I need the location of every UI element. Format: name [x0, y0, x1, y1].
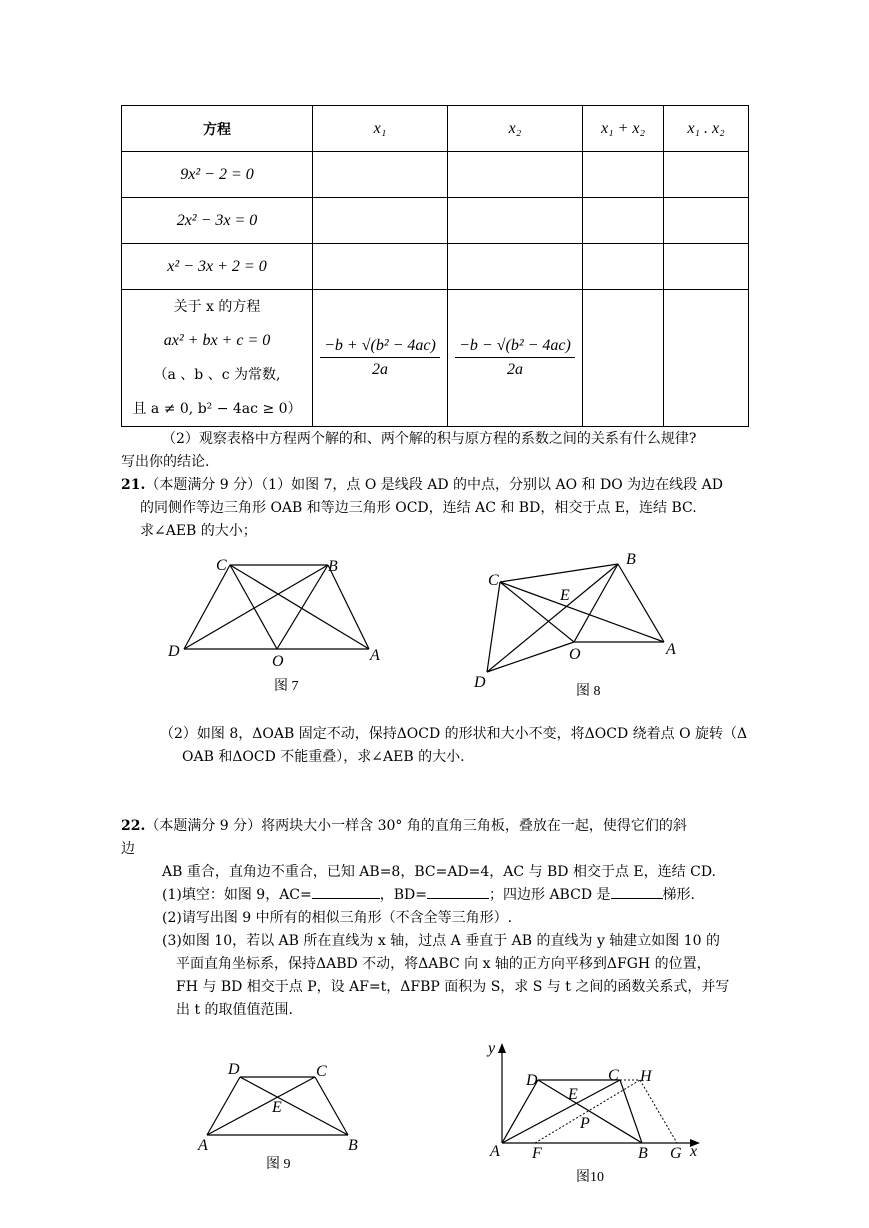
- general-line-2: ax² + bx + c = 0: [163, 332, 271, 349]
- q20-part2-line2: 写出你的结论.: [121, 454, 210, 470]
- fig10-label-x: x: [690, 1143, 698, 1160]
- fig10-label-c: C: [608, 1067, 619, 1084]
- cell: [583, 290, 664, 427]
- fig9-label-a: A: [198, 1137, 208, 1154]
- cell: [664, 198, 749, 244]
- q22-part1-b: ，BD=: [379, 887, 427, 903]
- fig10-label-b: B: [638, 1145, 648, 1162]
- fig10-label-d: D: [526, 1072, 538, 1089]
- header-sum: x₁ + x₂: [583, 106, 664, 152]
- q22-part2: (2)请写出图 9 中所有的相似三角形（不含全等三角形）.: [162, 910, 513, 926]
- q21-text-1: （本题满分 9 分）（1）如图 7，点 O 是线段 AD 的中点，分别以 AO 和 DO 为边在线段 AD: [145, 477, 723, 493]
- x2-numerator: −b − √(b² − 4ac): [455, 337, 575, 358]
- fig8-label-a: A: [666, 641, 676, 658]
- equation-row-3: x² − 3x + 2 = 0: [122, 244, 313, 290]
- fig10-label-p: P: [580, 1115, 590, 1132]
- fig8-label-e: E: [560, 587, 570, 604]
- fig8-label-b: B: [626, 551, 636, 568]
- q22-part3-line4: 出 t 的取值值范围.: [176, 1002, 293, 1018]
- fig10-label-y: y: [488, 1040, 496, 1057]
- fig10-label-f: F: [532, 1145, 542, 1162]
- x2-denominator: 2a: [506, 361, 523, 378]
- fig8-label-o: O: [569, 646, 581, 663]
- q22-number: 22.: [121, 818, 146, 834]
- q22-part3-line2: 平面直角坐标系，保持ΔABD 不动，将ΔABC 向 x 轴的正方向平移到ΔFGH 的位置，: [176, 956, 711, 972]
- cell: [448, 152, 583, 198]
- q21-number: 21.: [121, 477, 146, 493]
- figure-9: [190, 1058, 370, 1178]
- bd-answer-blank[interactable]: [427, 884, 489, 899]
- q21-line3: 求∠AEB 的大小；: [140, 523, 257, 539]
- general-line-1: 关于 x 的方程: [173, 299, 261, 315]
- fig10-caption: 图10: [576, 1170, 604, 1185]
- cell: [448, 244, 583, 290]
- fig7-label-d: D: [168, 643, 180, 660]
- q21-line1: [121, 474, 723, 496]
- cell: [448, 198, 583, 244]
- x2-formula-cell: [448, 290, 583, 427]
- fig10-label-h: H: [640, 1068, 652, 1085]
- general-line-3: （a 、b 、c 为常数,: [153, 367, 281, 383]
- fig9-caption: 图 9: [266, 1157, 291, 1172]
- header-x2: x₂: [448, 106, 583, 152]
- header-product: x₁ . x₂: [664, 106, 749, 152]
- fig9-label-e: E: [272, 1099, 282, 1116]
- q22-part3-line3: FH 与 BD 相交于点 P，设 AF=t，ΔFBP 面积为 S，求 S 与 t 之间的函数关系式，并写: [176, 979, 730, 995]
- x1-fraction: [320, 337, 440, 379]
- equation-row-2: 2x² − 3x = 0: [122, 198, 313, 244]
- x1-denominator: 2a: [371, 361, 388, 378]
- equation-table: [121, 105, 749, 427]
- fig7-label-c: C: [216, 557, 227, 574]
- q22-line1b: 边: [121, 841, 135, 857]
- q21-part2-line2: OAB 和ΔOCD 不能重叠），求∠AEB 的大小.: [182, 749, 465, 765]
- q22-part1-d: 梯形.: [662, 887, 695, 903]
- q21-line2: 的同侧作等边三角形 OAB 和等边三角形 OCD，连结 AC 和 BD，相交于点 E，连结 BC.: [140, 500, 697, 516]
- q22-part1-a: (1)填空：如图 9，AC=: [162, 887, 312, 903]
- q22-text-1: （本题满分 9 分）将两块大小一样含 30° 角的直角三角板，叠放在一起，使得它们的斜: [145, 818, 687, 834]
- x2-fraction: [455, 337, 575, 379]
- fig7-label-b: B: [328, 558, 338, 575]
- cell: [664, 244, 749, 290]
- cell: [313, 152, 448, 198]
- q22-line1: [121, 815, 687, 837]
- cell: [313, 198, 448, 244]
- fig8-label-c: C: [488, 572, 499, 589]
- header-x1: x₁: [313, 106, 448, 152]
- cell: [664, 152, 749, 198]
- fig9-label-d: D: [228, 1061, 240, 1078]
- fig10-label-g: G: [670, 1145, 682, 1162]
- fig10-label-a: A: [490, 1143, 500, 1160]
- fig8-caption: 图 8: [576, 684, 601, 698]
- fig7-label-o: O: [272, 653, 284, 670]
- general-equation-cell: [122, 290, 313, 427]
- trapezoid-type-blank[interactable]: [611, 884, 663, 899]
- q21-part2-line1: （2）如图 8，ΔOAB 固定不动，保持ΔOCD 的形状和大小不变，将ΔOCD 绕着点 O 旋转（Δ: [160, 726, 748, 742]
- equation-row-1: 9x² − 2 = 0: [122, 152, 313, 198]
- q20-part2-line1: （2）观察表格中方程两个解的和、两个解的积与原方程的系数之间的关系有什么规律?: [162, 431, 697, 447]
- cell: [313, 244, 448, 290]
- cell: [583, 152, 664, 198]
- cell: [664, 290, 749, 427]
- q22-part3-line1: (3)如图 10，若以 AB 所在直线为 x 轴，过点 A 垂直于 AB 的直线为 y 轴建立如图 10 的: [162, 933, 721, 949]
- cell: [583, 198, 664, 244]
- figure-10: [480, 1035, 710, 1190]
- figure-7: [160, 555, 390, 700]
- fig8-label-d: D: [474, 674, 486, 691]
- x1-formula-cell: [313, 290, 448, 427]
- fig9-label-c: C: [316, 1063, 327, 1080]
- x1-numerator: −b + √(b² − 4ac): [320, 337, 440, 358]
- q22-line2: AB 重合，直角边不重合，已知 AB=8，BC=AD=4，AC 与 BD 相交于点 E，连结 CD.: [162, 864, 716, 880]
- header-equation: 方程: [122, 106, 313, 152]
- y-axis-arrow-icon: [498, 1043, 506, 1053]
- general-line-4: 且 a ≠ 0, b² − 4ac ≥ 0）: [132, 401, 302, 417]
- ac-answer-blank[interactable]: [312, 884, 380, 899]
- fig7-label-a: A: [370, 647, 380, 664]
- q22-part1: [162, 884, 695, 906]
- q22-part1-c: ；四边形 ABCD 是: [489, 887, 611, 903]
- fig10-label-e: E: [568, 1086, 578, 1103]
- fig7-caption: 图 7: [274, 679, 299, 694]
- fig9-label-b: B: [348, 1137, 358, 1154]
- cell: [583, 244, 664, 290]
- figure-8: [470, 548, 690, 698]
